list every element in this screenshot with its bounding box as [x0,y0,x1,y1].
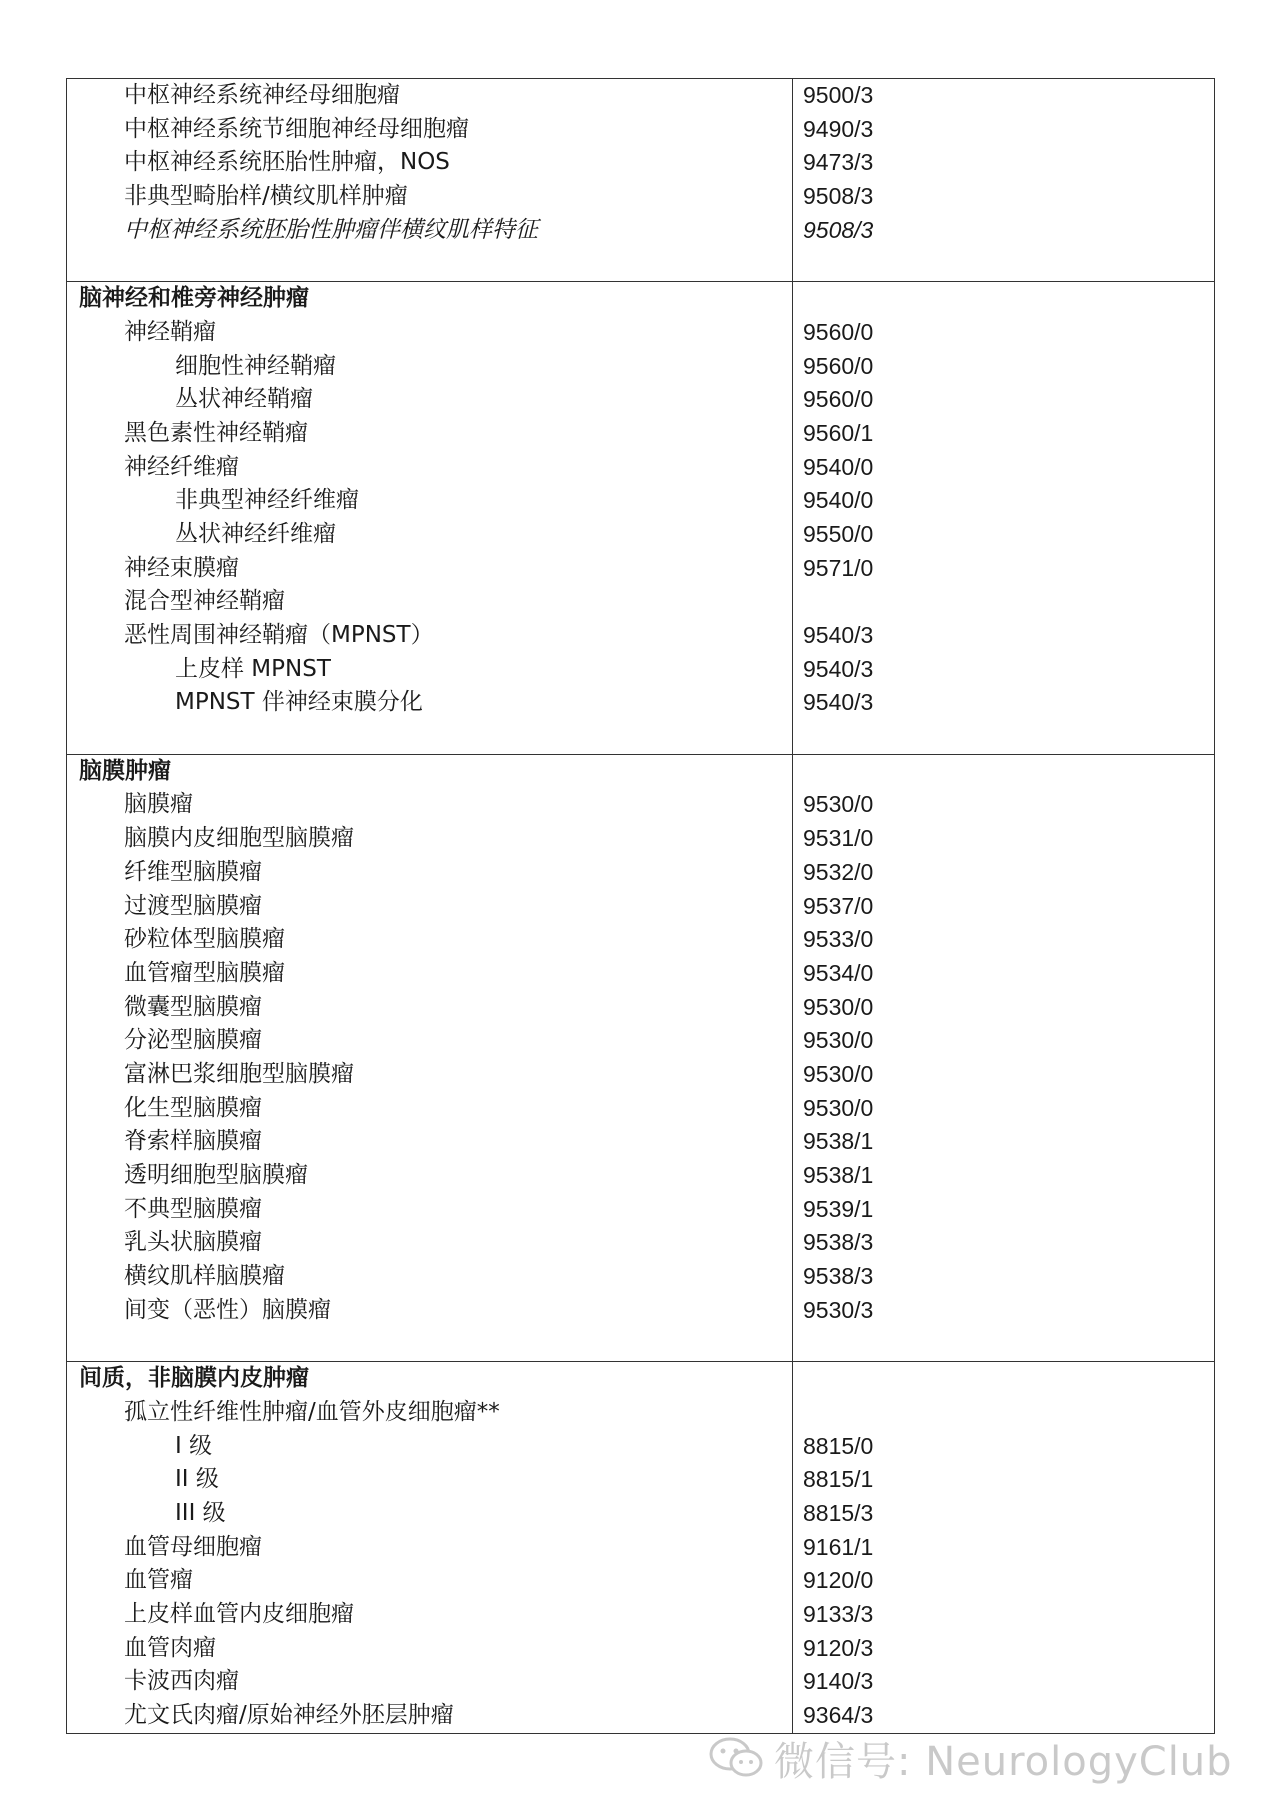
tumor-name: 血管瘤型脑膜瘤 [124,959,285,986]
icd-code: 8815/1 [803,1466,874,1493]
icd-code: 9571/0 [803,554,874,581]
tumor-name: 神经鞘瘤 [124,318,216,345]
tumor-name: 黑色素性神经鞘瘤 [124,419,308,446]
icd-code: 9560/1 [803,419,874,446]
spacer [793,247,1214,281]
spacer [793,1327,1214,1361]
tumor-name: 丛状神经纤维瘤 [175,520,336,547]
tumor-name: III 级 [175,1499,226,1526]
section-heading: 间质，非脑膜内皮肿瘤 [79,1365,309,1392]
tumor-name: 微囊型脑膜瘤 [124,993,262,1020]
code-cell [793,1362,1215,1734]
tumor-name: 尤文氏肉瘤/原始神经外胚层肿瘤 [124,1702,454,1728]
tumor-name: 非典型畸胎样/横纹肌样肿瘤 [124,183,408,210]
icd-code: 9537/0 [803,892,874,919]
icd-code: 9364/3 [803,1702,874,1728]
tumor-name: 上皮样血管内皮细胞瘤 [124,1600,354,1627]
classification-table [66,78,1215,1734]
tumor-name: I 级 [175,1432,213,1459]
icd-code: 9540/3 [803,689,874,716]
wechat-icon [708,1736,764,1780]
tumor-name: 恶性周围神经鞘瘤（MPNST） [124,622,434,648]
tumor-name: 血管肉瘤 [124,1634,216,1661]
icd-code: 9500/3 [803,82,874,108]
tumor-name: 神经纤维瘤 [124,453,239,480]
tumor-name: 不典型脑膜瘤 [124,1195,262,1222]
section-heading: 脑膜肿瘤 [79,757,171,784]
code-cell [793,282,1215,755]
icd-code [793,585,1214,619]
spacer [67,247,792,281]
icd-code [793,1362,1214,1396]
icd-code: 9530/3 [803,1296,874,1323]
tumor-name: 脑膜内皮细胞型脑膜瘤 [124,825,354,852]
tumor-name: 细胞性神经鞘瘤 [175,352,336,379]
tumor-name: 孤立性纤维性肿瘤/血管外皮细胞瘤** [124,1398,500,1425]
tumor-name: 神经束膜瘤 [124,554,239,581]
name-cell [67,79,793,282]
icd-code: 8815/3 [803,1499,874,1526]
icd-code: 9540/0 [803,487,874,514]
icd-code: 9538/1 [803,1128,874,1155]
icd-code: 9550/0 [803,520,874,547]
tumor-name: 分泌型脑膜瘤 [124,1027,262,1054]
icd-code: 9473/3 [803,149,874,176]
tumor-name: 透明细胞型脑膜瘤 [124,1162,308,1188]
icd-code: 9531/0 [803,825,874,852]
tumor-name: 乳头状脑膜瘤 [124,1229,262,1256]
tumor-name: 血管母细胞瘤 [124,1533,262,1560]
icd-code: 9140/3 [803,1668,874,1695]
code-cell [793,754,1215,1361]
watermark-text: 微信号: NeurologyClub [774,1738,1233,1785]
tumor-name: 丛状神经鞘瘤 [175,386,313,413]
icd-code: 9538/3 [803,1263,874,1290]
icd-code: 9530/0 [803,791,874,818]
icd-code: 9120/0 [803,1567,874,1594]
icd-code: 9534/0 [803,959,874,986]
icd-code: 9533/0 [803,926,874,953]
tumor-name: 血管瘤 [124,1567,193,1594]
tumor-name: 中枢神经系统神经母细胞瘤 [124,82,400,108]
icd-code: 9530/0 [803,1094,874,1121]
tumor-name: 中枢神经系统胚胎性肿瘤伴横纹肌样特征 [124,216,538,243]
icd-code: 9538/3 [803,1229,874,1256]
tumor-name: 卡波西肉瘤 [124,1668,239,1695]
name-cell [67,282,793,755]
icd-code: 8815/0 [803,1432,874,1459]
table-section [67,282,1215,755]
icd-code: 9538/1 [803,1162,874,1188]
icd-code [793,755,1214,789]
tumor-name: 脑膜瘤 [124,791,193,818]
table-section [67,1362,1215,1734]
icd-code: 9508/3 [803,183,874,210]
icd-code: 9508/3 [803,216,874,243]
name-cell [67,754,793,1361]
tumor-name: 过渡型脑膜瘤 [124,892,262,919]
icd-code: 9560/0 [803,386,874,413]
tumor-name: 非典型神经纤维瘤 [175,487,359,514]
icd-code: 9530/0 [803,1027,874,1054]
tumor-name: 脊索样脑膜瘤 [124,1128,262,1155]
icd-code: 9540/3 [803,655,874,682]
tumor-name: 上皮样 MPNST [175,655,331,682]
icd-code: 9560/0 [803,352,874,379]
table-section [67,79,1215,282]
tumor-name: 化生型脑膜瘤 [124,1094,262,1121]
icd-code [793,282,1214,316]
spacer [67,1327,792,1361]
icd-code: 9490/3 [803,115,874,142]
spacer [793,720,1214,754]
icd-code: 9560/0 [803,318,874,345]
icd-code: 9133/3 [803,1600,874,1627]
icd-code: 9120/3 [803,1634,874,1661]
spacer [67,720,792,754]
tumor-name: MPNST 伴神经束膜分化 [175,689,423,716]
tumor-name: 混合型神经鞘瘤 [124,588,285,615]
icd-code: 9540/0 [803,453,874,480]
tumor-name: 富淋巴浆细胞型脑膜瘤 [124,1060,354,1087]
tumor-name: 中枢神经系统节细胞神经母细胞瘤 [124,115,469,142]
tumor-name: II 级 [175,1466,219,1493]
icd-code: 9539/1 [803,1195,874,1222]
tumor-name: 横纹肌样脑膜瘤 [124,1263,285,1290]
icd-code: 9532/0 [803,858,874,885]
icd-code: 9530/0 [803,993,874,1020]
icd-code: 9161/1 [803,1533,874,1560]
tumor-name: 间变（恶性）脑膜瘤 [124,1296,331,1323]
code-cell [793,79,1215,282]
icd-code [793,1396,1214,1430]
section-heading: 脑神经和椎旁神经肿瘤 [79,285,309,312]
table-section [67,754,1215,1361]
tumor-name: 纤维型脑膜瘤 [124,858,262,885]
icd-code: 9540/3 [803,622,874,648]
watermark [708,1728,1233,1788]
tumor-name: 砂粒体型脑膜瘤 [124,926,285,953]
tumor-name: 中枢神经系统胚胎性肿瘤，NOS [124,149,450,176]
name-cell [67,1362,793,1734]
icd-code: 9530/0 [803,1060,874,1087]
